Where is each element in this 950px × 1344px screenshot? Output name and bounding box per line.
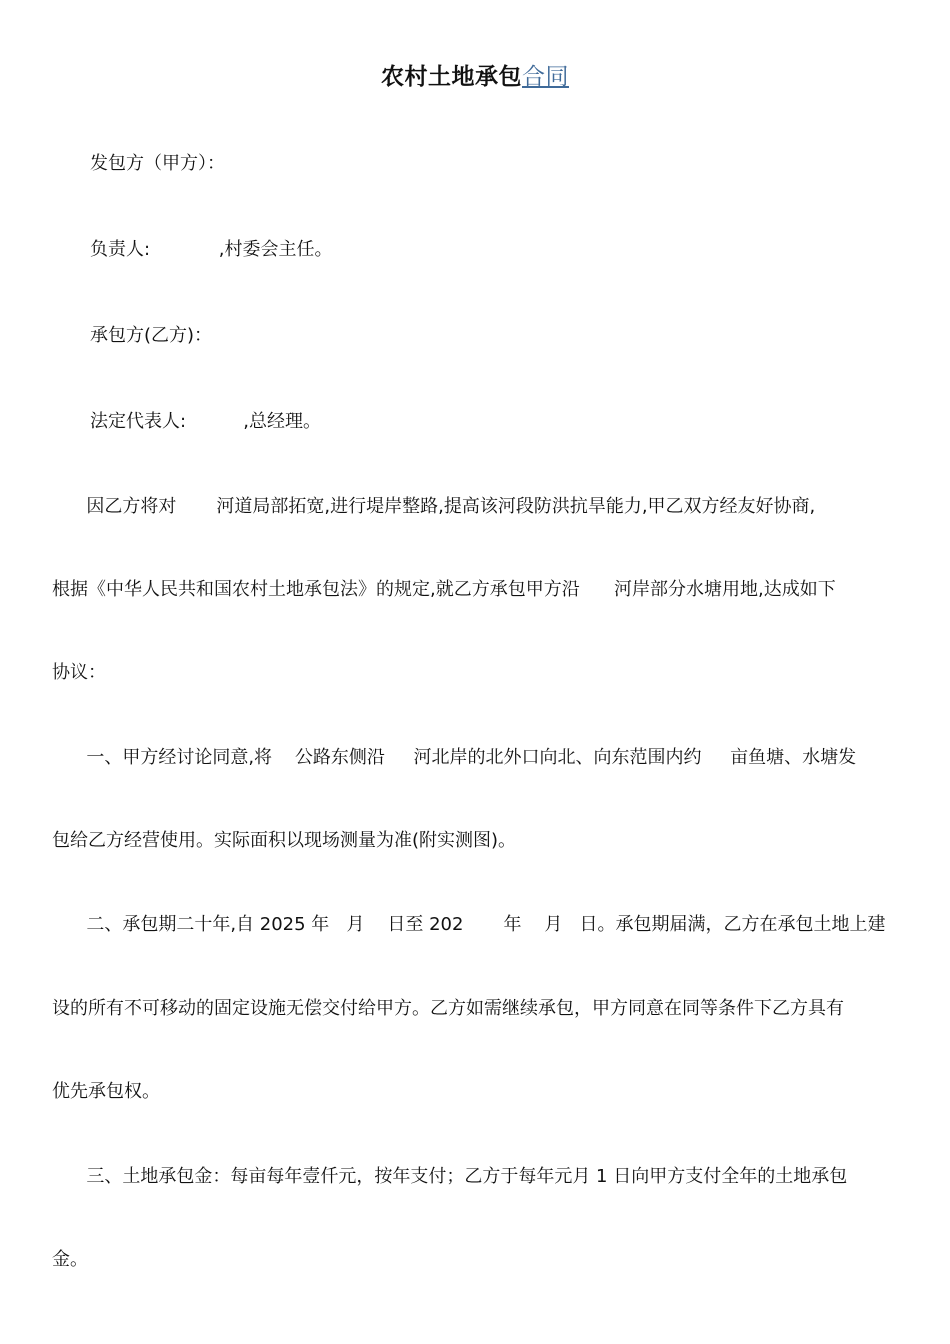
clause-2-line-2: 设的所有不可移动的固定设施无偿交付给甲方。乙方如需继续承包，甲方同意在同等条件下乙方具有	[52, 998, 844, 1019]
preamble-line-2: 根据《中华人民共和国农村土地承包法》的规定,就乙方承包甲方沿 河岸部分水塘用地,达成如下	[52, 579, 836, 600]
preamble-line-3: 协议：	[52, 662, 106, 683]
party-b-representative-line: 法定代表人: ,总经理。	[90, 411, 322, 432]
clause-3-line-1: 三、土地承包金：每亩每年壹仟元，按年支付；乙方于每年元月 1 日向甲方支付全年的土地承包	[52, 1166, 848, 1187]
party-a-responsible-line: 负责人: ,村委会主任。	[90, 239, 333, 260]
party-a-line: 发包方（甲方）：	[90, 153, 225, 174]
party-b-line: 承包方(乙方)：	[90, 325, 213, 346]
clause-2-line-1: 二、承包期二十年,自 2025 年 月 日至 202 年 月 日。承包期届满，乙方在承包土地上建	[52, 914, 886, 935]
document-title	[0, 58, 950, 91]
clause-1-line-2: 包给乙方经营使用。实际面积以现场测量为准(附实测图)。	[52, 830, 517, 851]
clause-2-line-3: 优先承包权。	[52, 1081, 160, 1102]
preamble-line-1: 因乙方将对 河道局部拓宽,进行堤岸整路,提高该河段防洪抗旱能力,甲乙双方经友好协商,	[52, 496, 816, 517]
clause-1-line-1: 一、甲方经讨论同意,将 公路东侧沿 河北岸的北外口向北、向东范围内约 亩鱼塘、水塘发	[52, 747, 857, 768]
title-contract-link[interactable]: 合同	[522, 64, 569, 90]
clause-3-line-2: 金。	[52, 1249, 88, 1270]
title-main-text: 农村土地承包	[381, 64, 522, 90]
